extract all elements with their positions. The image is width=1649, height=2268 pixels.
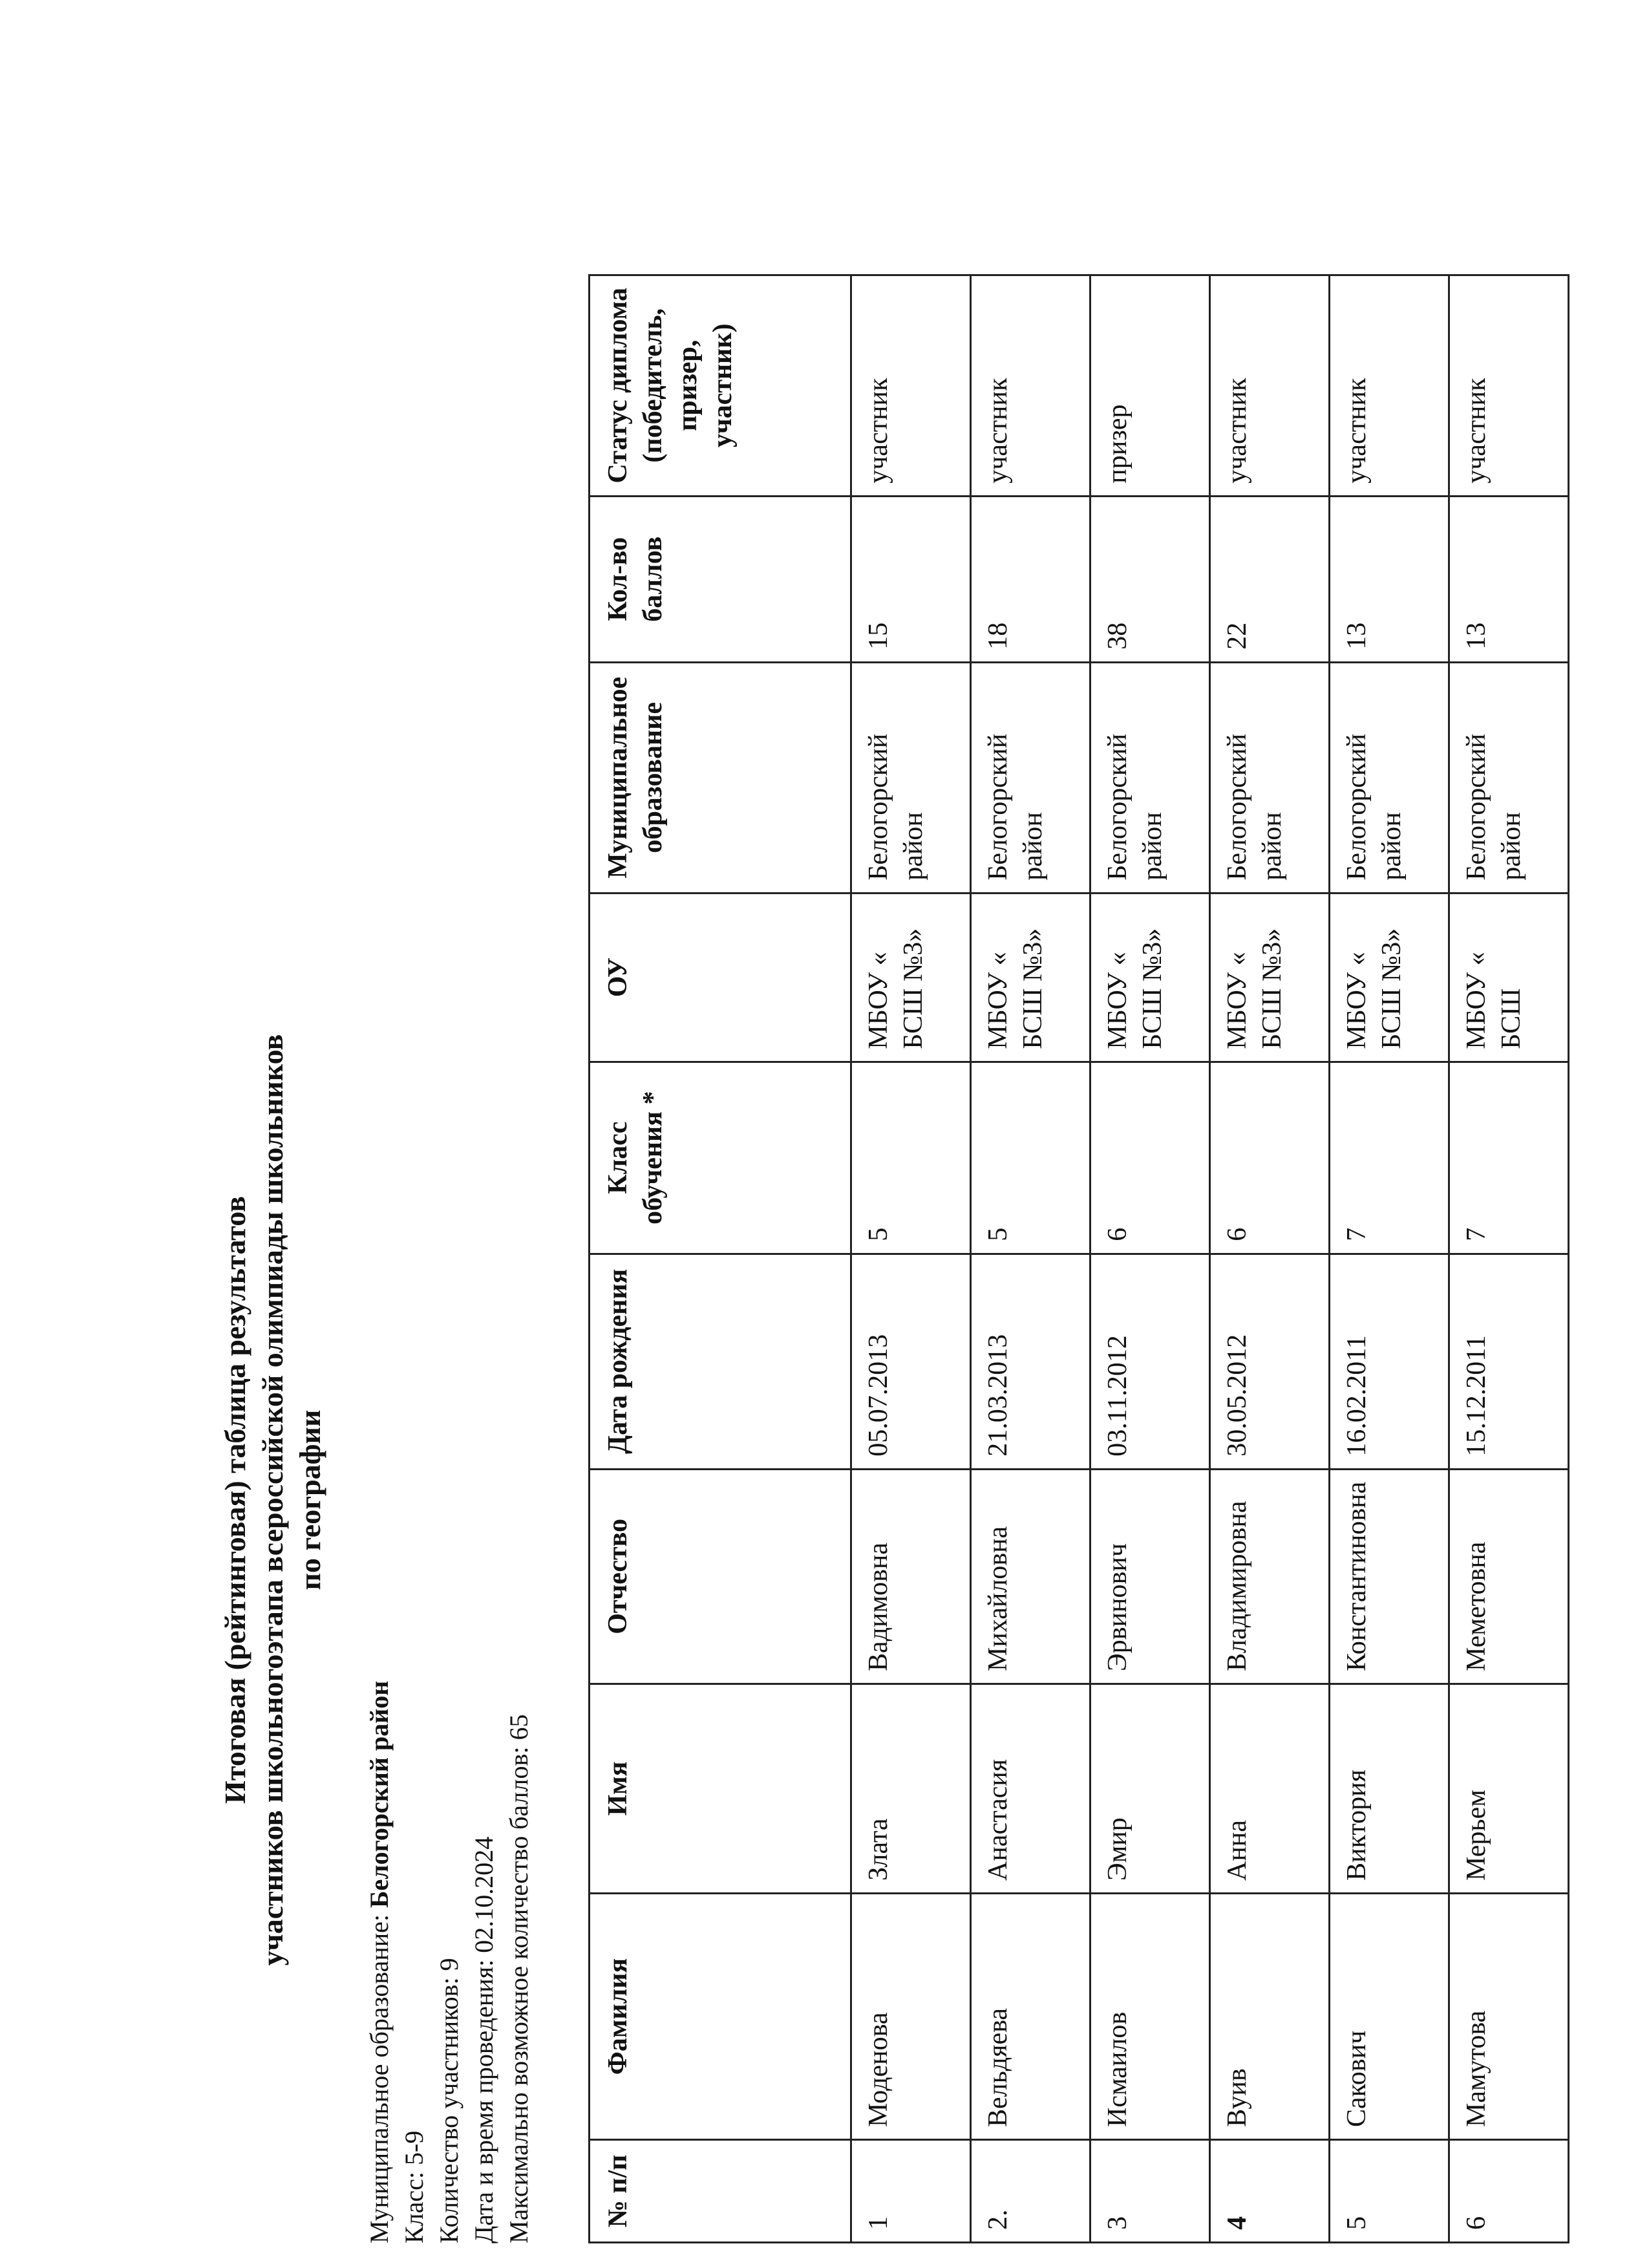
- table-row: [1449, 275, 1569, 2242]
- datetime-line: Дата и время проведения: 02.10.2024: [469, 1836, 498, 2243]
- header-class: Класс обучения *: [590, 1062, 851, 1254]
- cell-points: 13: [1449, 496, 1569, 662]
- header-school: ОУ: [590, 893, 851, 1062]
- cell-patronymic: Михайловна: [971, 1469, 1090, 1684]
- cell-class: 5: [971, 1062, 1090, 1254]
- municipality-value: Белогорский район: [365, 1680, 394, 1908]
- cell-school: МБОУ « БСШ №3»: [851, 893, 971, 1062]
- cell-class: 6: [1210, 1062, 1330, 1254]
- cell-municipality: Белогорский район: [1210, 662, 1330, 893]
- cell-dob: 15.12.2011: [1449, 1254, 1569, 1469]
- cell-patronymic: Эрвинович: [1090, 1469, 1210, 1684]
- cell-num: 3: [1090, 2140, 1210, 2243]
- cell-dob: 21.03.2013: [971, 1254, 1090, 1469]
- header-patronymic: Отчество: [590, 1469, 851, 1684]
- rotated-page-content: [110, 110, 1597, 2243]
- header-dob: Дата рождения: [590, 1254, 851, 1469]
- cell-name: Мерьем: [1449, 1684, 1569, 1894]
- cell-num: 6: [1449, 2140, 1569, 2243]
- table-row: [1330, 275, 1449, 2242]
- table-row: [1090, 275, 1210, 2242]
- title-line-2: участников школьногоэтапа всероссийской олимпиады школьников: [256, 1034, 289, 1966]
- cell-class: 7: [1449, 1062, 1569, 1254]
- cell-class: 5: [851, 1062, 971, 1254]
- cell-class: 6: [1090, 1062, 1210, 1254]
- cell-status: участник: [851, 275, 971, 496]
- cell-name: Анастасия: [971, 1684, 1090, 1894]
- cell-points: 15: [851, 496, 971, 662]
- document-title: [217, 756, 329, 2243]
- class-line: Класс: 5-9: [399, 2130, 429, 2243]
- cell-name: Эмир: [1090, 1684, 1210, 1894]
- cell-municipality: Белогорский район: [1449, 662, 1569, 893]
- cell-municipality: Белогорский район: [971, 662, 1090, 893]
- header-name: Имя: [590, 1684, 851, 1894]
- cell-surname: Сакович: [1330, 1894, 1449, 2140]
- cell-num: 5: [1330, 2140, 1449, 2243]
- cell-municipality: Белогорский район: [1090, 662, 1210, 893]
- title-line-1: Итоговая (рейтинговая) таблица результатов: [218, 1196, 251, 1804]
- cell-patronymic: Константиновна: [1330, 1469, 1449, 1684]
- results-table: [588, 274, 1569, 2243]
- cell-school: МБОУ « БСШ №3»: [1330, 893, 1449, 1062]
- cell-num: 4: [1210, 2140, 1330, 2243]
- cell-num: 1: [851, 2140, 971, 2243]
- cell-status: участник: [1449, 275, 1569, 496]
- cell-surname: Исмаилов: [1090, 1894, 1210, 2140]
- cell-school: МБОУ « БСШ №3»: [1090, 893, 1210, 1062]
- cell-surname: Моденова: [851, 1894, 971, 2140]
- cell-surname: Мамутова: [1449, 1894, 1569, 2140]
- cell-patronymic: Владимировна: [1210, 1469, 1330, 1684]
- cell-dob: 30.05.2012: [1210, 1254, 1330, 1469]
- cell-status: участник: [1210, 275, 1330, 496]
- cell-school: МБОУ « БСШ №3»: [1210, 893, 1330, 1062]
- table-row: [1210, 275, 1330, 2242]
- cell-points: 22: [1210, 496, 1330, 662]
- max-score-line: Максимально возможное количество баллов: 65: [504, 1714, 533, 2243]
- cell-surname: Вуив: [1210, 1894, 1330, 2140]
- header-status: Статус диплома (победитель, призер, участник): [590, 275, 851, 496]
- cell-school: МБОУ « БСШ: [1449, 893, 1569, 1062]
- cell-name: Анна: [1210, 1684, 1330, 1894]
- cell-municipality: Белогорский район: [851, 662, 971, 893]
- title-line-3: по географии: [293, 1409, 326, 1590]
- cell-class: 7: [1330, 1062, 1449, 1254]
- cell-points: 38: [1090, 496, 1210, 662]
- cell-patronymic: Меметовна: [1449, 1469, 1569, 1684]
- cell-dob: 16.02.2011: [1330, 1254, 1449, 1469]
- document-meta: [362, 1681, 537, 2243]
- header-points: Кол-во баллов: [590, 496, 851, 662]
- cell-name: Виктория: [1330, 1684, 1449, 1894]
- cell-dob: 03.11.2012: [1090, 1254, 1210, 1469]
- cell-status: участник: [971, 275, 1090, 496]
- table-header-row: [590, 275, 851, 2242]
- cell-status: участник: [1330, 275, 1449, 496]
- cell-name: Злата: [851, 1684, 971, 1894]
- cell-status: призер: [1090, 275, 1210, 496]
- header-municipality: Муниципальное образование: [590, 662, 851, 893]
- municipality-label: Муниципальное образование:: [365, 1907, 394, 2243]
- cell-points: 13: [1330, 496, 1449, 662]
- cell-municipality: Белогорский район: [1330, 662, 1449, 893]
- cell-school: МБОУ « БСШ №3»: [971, 893, 1090, 1062]
- cell-num: 2.: [971, 2140, 1090, 2243]
- cell-dob: 05.07.2013: [851, 1254, 971, 1469]
- header-surname: Фамилия: [590, 1894, 851, 2140]
- participants-line: Количество участников: 9: [434, 1958, 463, 2243]
- table-row: [971, 275, 1090, 2242]
- cell-surname: Вельдяева: [971, 1894, 1090, 2140]
- cell-points: 18: [971, 496, 1090, 662]
- municipality-line: [362, 1681, 397, 2243]
- cell-patronymic: Вадимовна: [851, 1469, 971, 1684]
- header-num: № п/п: [590, 2140, 851, 2243]
- table-row: [851, 275, 971, 2242]
